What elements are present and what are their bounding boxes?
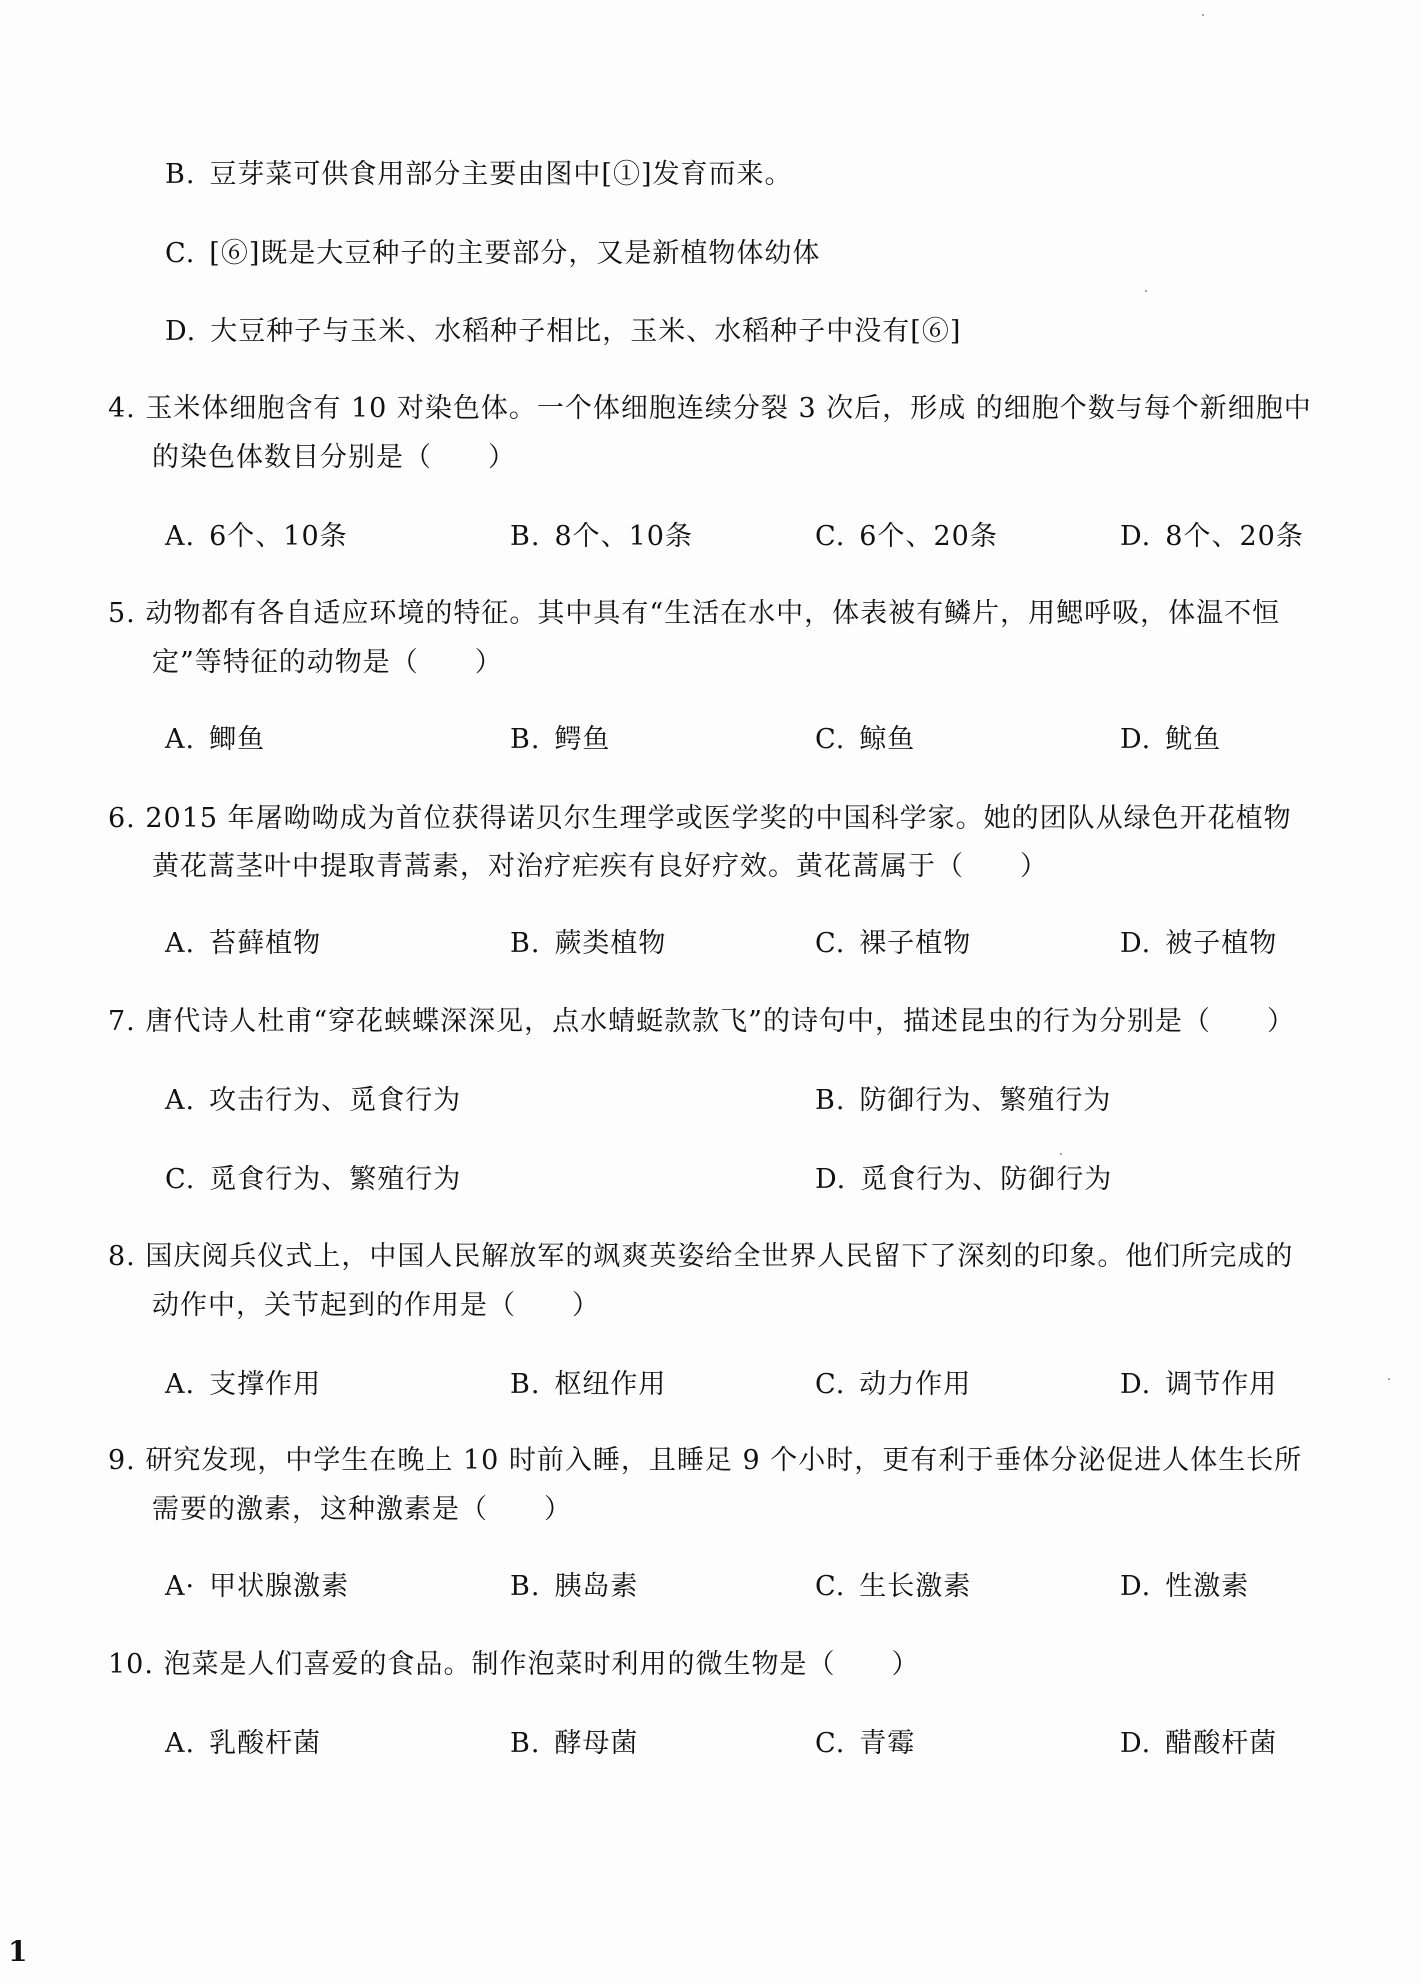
question-text: 动物都有各自适应环境的特征。其中具有“生活在水中，体表被有鳞片，用鳃呼吸，体温不恒 (145, 598, 1281, 629)
question-4-line-1 (108, 392, 1312, 426)
question-text: 国庆阅兵仪式上，中国人民解放军的飒爽英姿给全世界人民留下了深刻的印象。他们所完成的 (145, 1241, 1294, 1272)
question-9-option-c (815, 1570, 971, 1604)
option-label: B. (510, 1571, 541, 1602)
q3-option-c (165, 237, 820, 271)
question-9-option-d (1120, 1570, 1249, 1604)
option-label: A. (165, 1085, 196, 1116)
scan-speck (1145, 290, 1147, 292)
question-9-line-1 (108, 1444, 1302, 1478)
question-8-option-a (165, 1368, 321, 1402)
question-text: 唐代诗人杜甫“穿花蛱蝶深深见，点水蜻蜓款款飞”的诗句中，描述昆虫的行为分别是（ ） (145, 1006, 1295, 1037)
question-8-option-d (1120, 1368, 1277, 1402)
question-6-option-c (815, 927, 971, 961)
option-text: 动力作用 (859, 1369, 972, 1400)
question-8-line-1 (108, 1240, 1293, 1274)
question-text: 研究发现，中学生在晚上 10 时前入睡，且睡足 9 个小时，更有利于垂体分泌促进人体生长所 (145, 1445, 1303, 1476)
scan-speck (1060, 1153, 1062, 1155)
question-7-line-1 (108, 1005, 1295, 1039)
option-text: 生长激素 (859, 1571, 972, 1602)
scan-speck (1388, 1378, 1390, 1380)
option-label: C. (815, 1728, 846, 1759)
page-number: 1 (8, 1935, 28, 1968)
question-8-option-b (510, 1368, 666, 1402)
option-text: 8个、10条 (554, 521, 693, 552)
question-5-line-2: 定”等特征的动物是（ ） (152, 647, 503, 678)
option-label: D. (1120, 1728, 1152, 1759)
question-5-option-d (1120, 723, 1221, 757)
option-text: 鳄鱼 (554, 724, 611, 755)
option-label: D. (1120, 1571, 1152, 1602)
question-7-option-c (165, 1163, 461, 1197)
option-text: 性激素 (1165, 1571, 1250, 1602)
option-label: C. (815, 724, 846, 755)
option-text: 6个、20条 (859, 521, 998, 552)
option-text: 大豆种子与玉米、水稻种子相比，玉米、水稻种子中没有[⑥] (210, 316, 962, 347)
question-number: 8. (108, 1241, 136, 1272)
question-10-option-b (510, 1727, 638, 1761)
option-label: B. (165, 159, 196, 190)
q3-option-b (165, 158, 793, 192)
option-label: C. (165, 238, 196, 269)
question-4-option-c (815, 520, 998, 554)
option-label: C. (815, 1369, 846, 1400)
option-label: B. (510, 928, 541, 959)
option-label: B. (510, 1728, 541, 1759)
option-text: 觅食行为、繁殖行为 (209, 1164, 462, 1195)
option-text: 防御行为、繁殖行为 (859, 1085, 1112, 1116)
option-label: D. (815, 1164, 847, 1195)
question-5-option-a (165, 723, 265, 757)
question-6-option-d (1120, 927, 1277, 961)
question-8-line-2: 动作中，关节起到的作用是（ ） (152, 1290, 600, 1321)
option-label: B. (510, 1369, 541, 1400)
question-10-option-c (815, 1727, 915, 1761)
question-9-option-b (510, 1570, 638, 1604)
option-text: 乳酸杆菌 (209, 1728, 322, 1759)
question-6-option-a (165, 927, 321, 961)
option-text: 6个、10条 (209, 521, 348, 552)
question-10-option-a (165, 1727, 321, 1761)
option-text: 醋酸杆菌 (1165, 1728, 1278, 1759)
question-7-option-a (165, 1084, 461, 1118)
option-label: D. (1120, 724, 1152, 755)
question-number: 4. (108, 393, 136, 424)
option-label: B. (815, 1085, 846, 1116)
question-7-option-d (815, 1163, 1112, 1197)
question-7-option-b (815, 1084, 1111, 1118)
option-label: D. (165, 316, 197, 347)
question-number: 6. (108, 803, 136, 834)
option-text: 鲸鱼 (859, 724, 916, 755)
question-text: 2015 年屠呦呦成为首位获得诺贝尔生理学或医学奖的中国科学家。她的团队从绿色开花植物 (145, 803, 1292, 834)
option-label: A· (165, 1571, 196, 1602)
option-label: A. (165, 1728, 196, 1759)
option-text: [⑥]既是大豆种子的主要部分，又是新植物体幼体 (209, 238, 821, 269)
option-text: 调节作用 (1165, 1369, 1278, 1400)
option-text: 枢纽作用 (554, 1369, 667, 1400)
question-4-option-d (1120, 520, 1304, 554)
scan-speck (1202, 14, 1204, 16)
option-label: D. (1120, 1369, 1152, 1400)
question-5-option-c (815, 723, 915, 757)
question-4-line-2: 的染色体数目分别是（ ） (152, 442, 516, 473)
question-4-option-a (165, 520, 348, 554)
option-label: D. (1120, 521, 1152, 552)
question-10-option-d (1120, 1727, 1277, 1761)
question-text: 泡菜是人们喜爱的食品。制作泡菜时利用的微生物是（ ） (163, 1649, 920, 1680)
question-5-line-1 (108, 597, 1280, 631)
option-text: 裸子植物 (859, 928, 972, 959)
option-text: 攻击行为、觅食行为 (209, 1085, 462, 1116)
option-label: C. (815, 1571, 846, 1602)
question-9-option-a (165, 1570, 349, 1604)
question-5-option-b (510, 723, 610, 757)
option-label: A. (165, 521, 196, 552)
question-number: 5. (108, 598, 136, 629)
option-text: 苔藓植物 (209, 928, 322, 959)
option-label: D. (1120, 928, 1152, 959)
option-text: 豆芽菜可供食用部分主要由图中[①]发育而来。 (209, 159, 793, 190)
option-text: 鲫鱼 (209, 724, 266, 755)
option-text: 胰岛素 (554, 1571, 639, 1602)
question-number: 7. (108, 1006, 136, 1037)
question-6-line-2: 黄花蒿茎叶中提取青蒿素，对治疗疟疾有良好疗效。黄花蒿属于（ ） (152, 851, 1048, 882)
question-8-option-c (815, 1368, 971, 1402)
option-label: C. (815, 928, 846, 959)
option-text: 觅食行为、防御行为 (860, 1164, 1113, 1195)
question-9-line-2: 需要的激素，这种激素是（ ） (152, 1494, 572, 1525)
question-number: 10. (108, 1649, 154, 1680)
option-text: 蕨类植物 (554, 928, 667, 959)
option-text: 8个、20条 (1165, 521, 1304, 552)
option-label: A. (165, 1369, 196, 1400)
option-text: 鱿鱼 (1165, 724, 1222, 755)
option-label: C. (815, 521, 846, 552)
question-number: 9. (108, 1445, 136, 1476)
option-label: B. (510, 521, 541, 552)
option-label: A. (165, 724, 196, 755)
question-10-line-1 (108, 1648, 920, 1682)
option-label: C. (165, 1164, 196, 1195)
question-6-option-b (510, 927, 666, 961)
question-4-option-b (510, 520, 693, 554)
option-text: 被子植物 (1165, 928, 1278, 959)
option-text: 甲状腺激素 (209, 1571, 350, 1602)
option-text: 支撑作用 (209, 1369, 322, 1400)
question-6-line-1 (108, 802, 1292, 836)
option-text: 酵母菌 (554, 1728, 639, 1759)
option-label: A. (165, 928, 196, 959)
question-text: 玉米体细胞含有 10 对染色体。一个体细胞连续分裂 3 次后，形成 的细胞个数与每个新细胞中 (145, 393, 1312, 424)
q3-option-d (165, 315, 961, 349)
option-label: B. (510, 724, 541, 755)
option-text: 青霉 (859, 1728, 916, 1759)
